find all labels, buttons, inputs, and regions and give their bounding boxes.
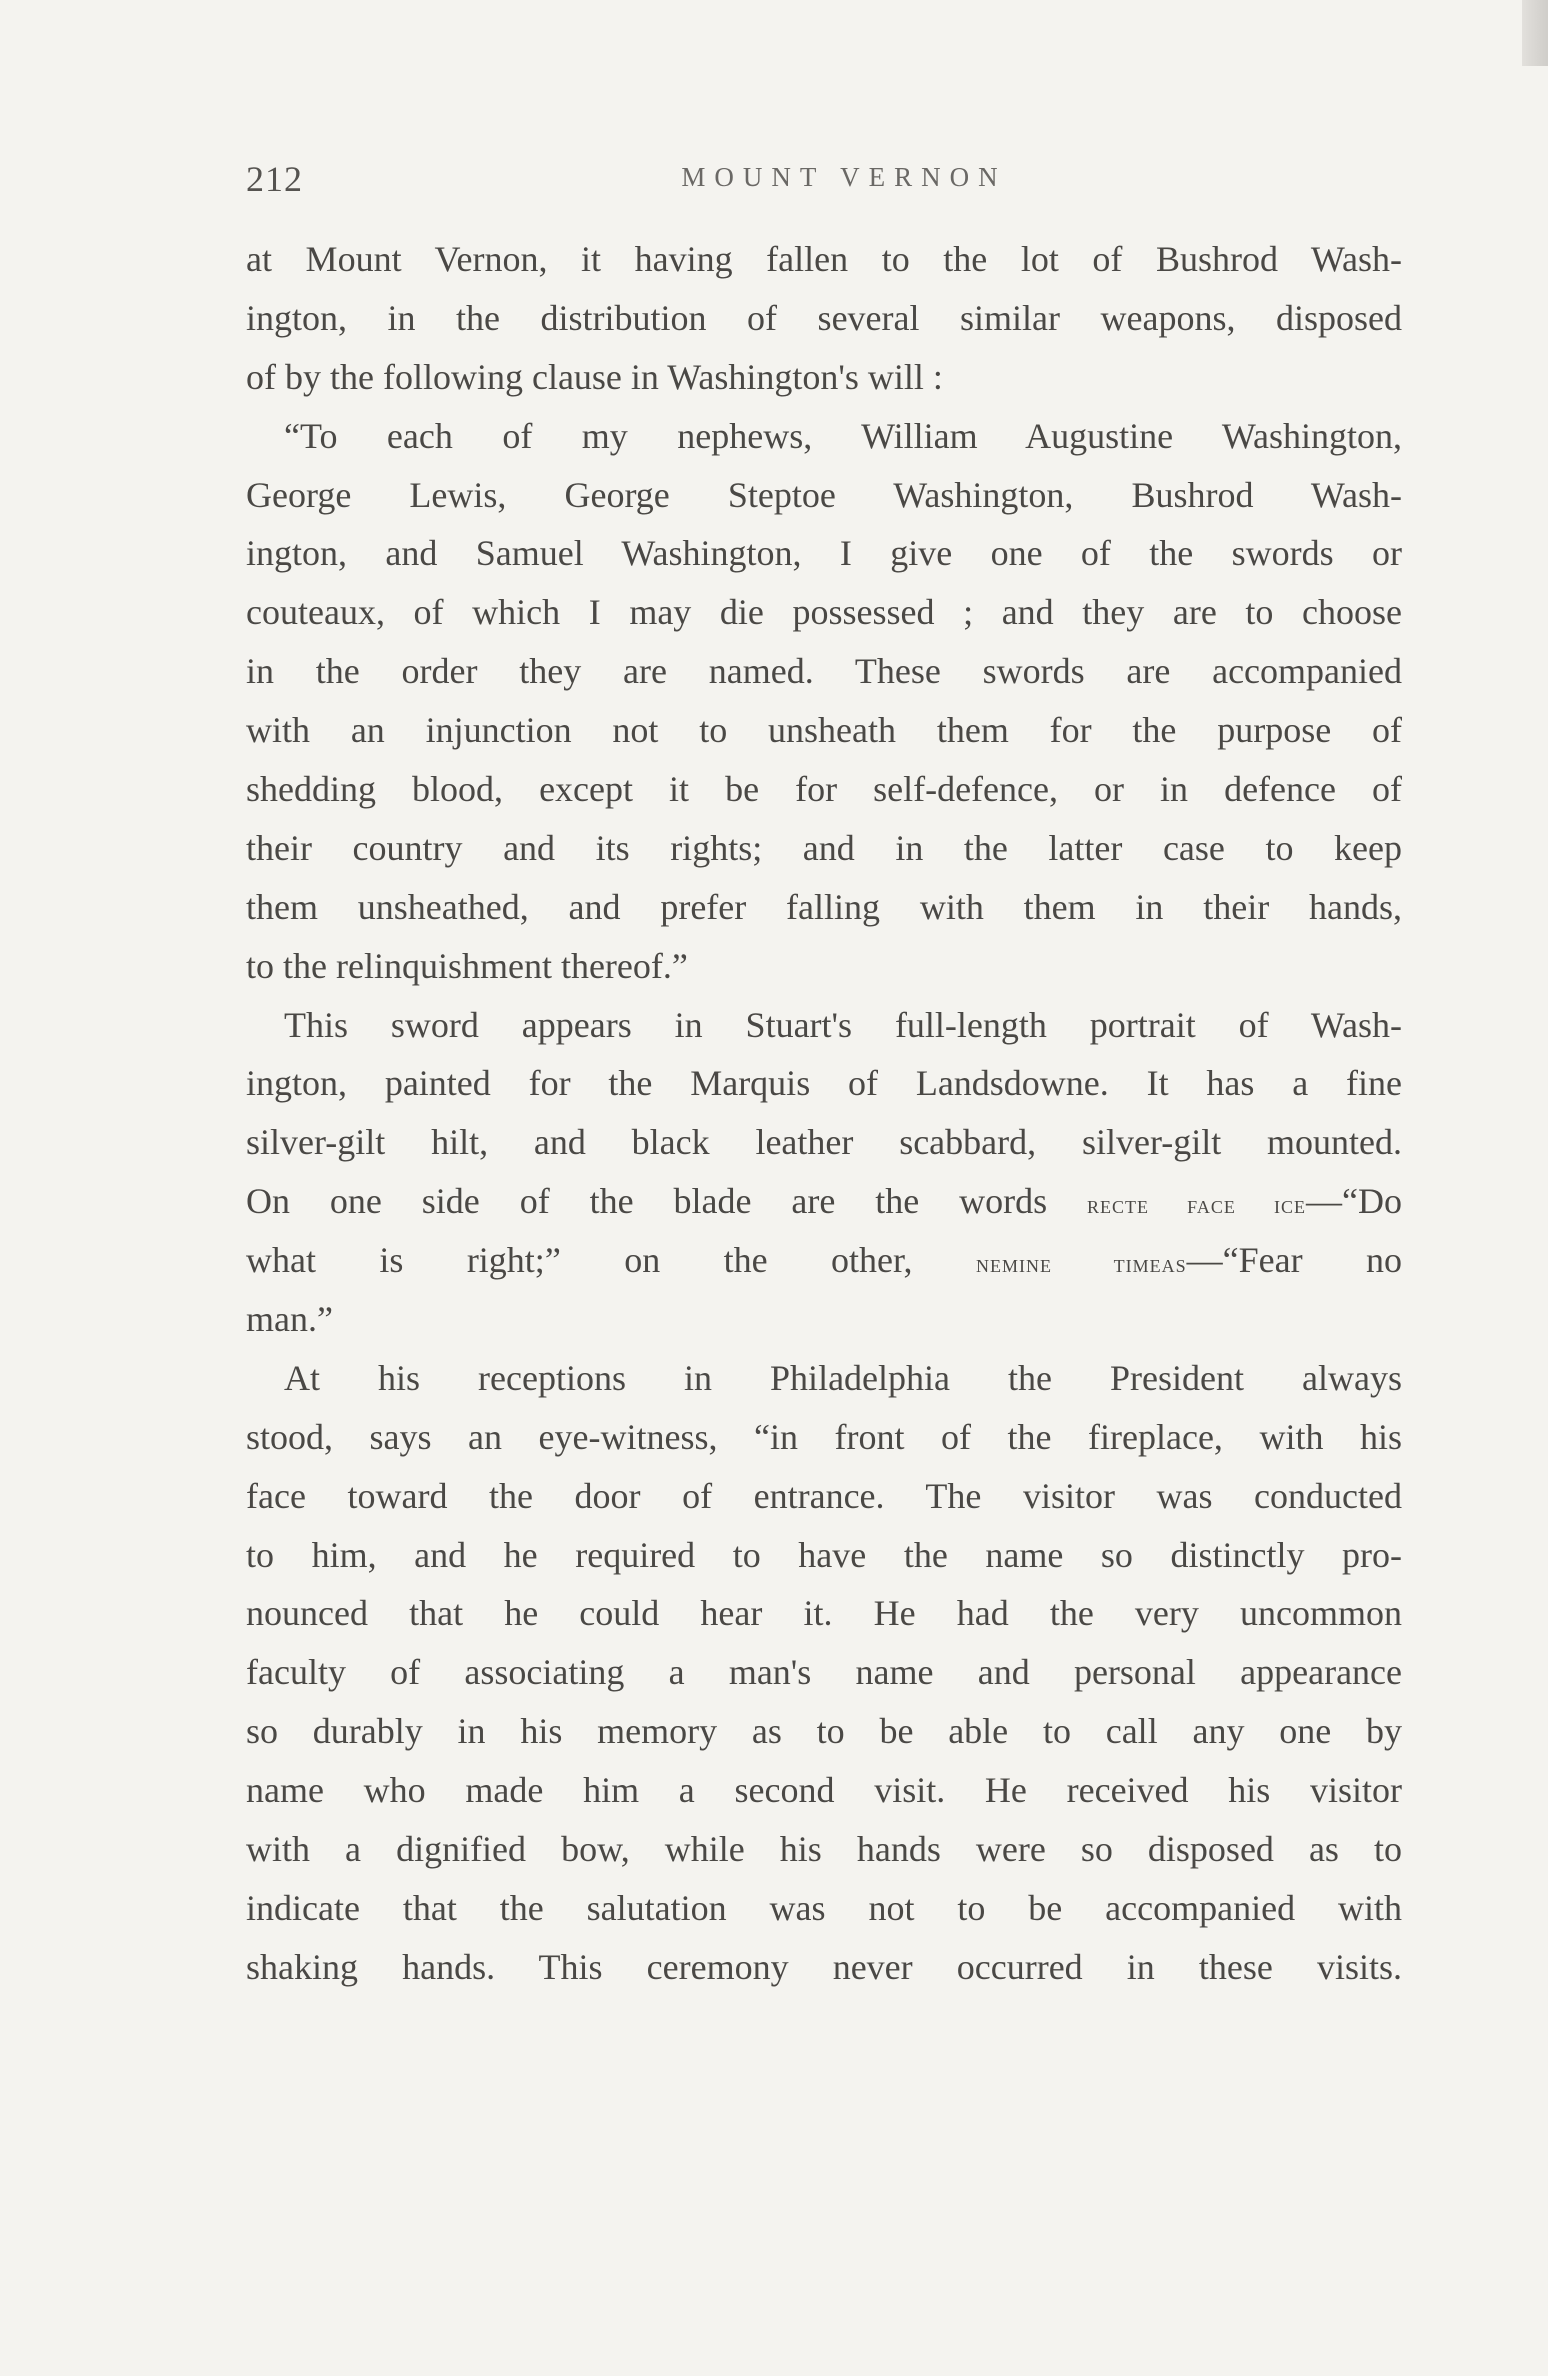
text-line: their country and its rights; and in the latter case to keep <box>246 827 1402 868</box>
text-line: At his receptions in Philadelphia the President always <box>284 1357 1402 1398</box>
text-line: silver-gilt hilt, and black leather scabbard, silver-gilt mounted. <box>246 1122 1402 1163</box>
page-number: 212 <box>246 159 303 199</box>
text-fragment: On one side of the blade are the words <box>246 1181 1088 1222</box>
text-line: couteaux, of which I may die possessed ; and they are to choose <box>246 592 1402 633</box>
text-line: shedding blood, except it be for self-defence, or in defence of <box>246 769 1402 810</box>
text-line: stood, says an eye-witness, “in front of the fireplace, with his <box>246 1416 1402 1457</box>
text-line: face toward the door of entrance. The visitor was conducted <box>246 1475 1402 1516</box>
text-line: nounced that he could hear it. He had the very uncommon <box>246 1593 1402 1634</box>
text-line: This sword appears in Stuart's full-length portrait of Wash- <box>284 1004 1402 1045</box>
text-line: indicate that the salutation was not to be accompanied with <box>246 1887 1402 1928</box>
text-line: faculty of associating a man's name and personal appearance <box>246 1652 1402 1693</box>
text-line: man.” <box>246 1299 333 1340</box>
text-line: to the relinquishment thereof.” <box>246 945 688 986</box>
text-line: George Lewis, George Steptoe Washington, Bushrod Wash- <box>246 474 1402 515</box>
body-text <box>246 230 1402 1997</box>
text-line: with an injunction not to unsheath them for the purpose of <box>246 710 1402 751</box>
text-line: them unsheathed, and prefer falling with them in their hands, <box>246 886 1402 927</box>
text-line: ington, in the distribution of several similar weapons, disposed <box>246 297 1402 338</box>
page-header <box>246 158 1402 202</box>
latin-motto: nemine timeas <box>975 1251 1187 1279</box>
text-line: shaking hands. This ceremony never occurred in these visits. <box>246 1946 1402 1987</box>
text-line: at Mount Vernon, it having fallen to the lot of Bushrod Wash- <box>246 239 1402 279</box>
text-fragment: what is right;” on the other, <box>246 1240 976 1281</box>
text-line <box>246 1172 1402 1231</box>
text-line: “To each of my nephews, William Augustine Washington, <box>284 415 1402 456</box>
text-line: of by the following clause in Washington's will : <box>246 356 943 397</box>
text-line: so durably in his memory as to be able to call any one by <box>246 1711 1402 1752</box>
text-fragment: —“Do <box>1306 1181 1402 1222</box>
text-line: ington, painted for the Marquis of Landsdowne. It has a fine <box>246 1063 1402 1104</box>
text-line: in the order they are named. These swords are accompanied <box>246 651 1402 692</box>
page-edge-shadow <box>1522 0 1548 66</box>
running-head: MOUNT VERNON <box>681 162 1007 192</box>
text-line <box>246 1231 1402 1290</box>
text-line: with a dignified bow, while his hands were so disposed as to <box>246 1829 1402 1870</box>
text-line: name who made him a second visit. He received his visitor <box>246 1770 1402 1811</box>
latin-motto: recte face ice <box>1087 1192 1307 1220</box>
text-fragment: —“Fear no <box>1186 1240 1402 1281</box>
text-line: ington, and Samuel Washington, I give one of the swords or <box>246 533 1402 574</box>
text-line: to him, and he required to have the name so distinctly pro- <box>246 1534 1402 1575</box>
